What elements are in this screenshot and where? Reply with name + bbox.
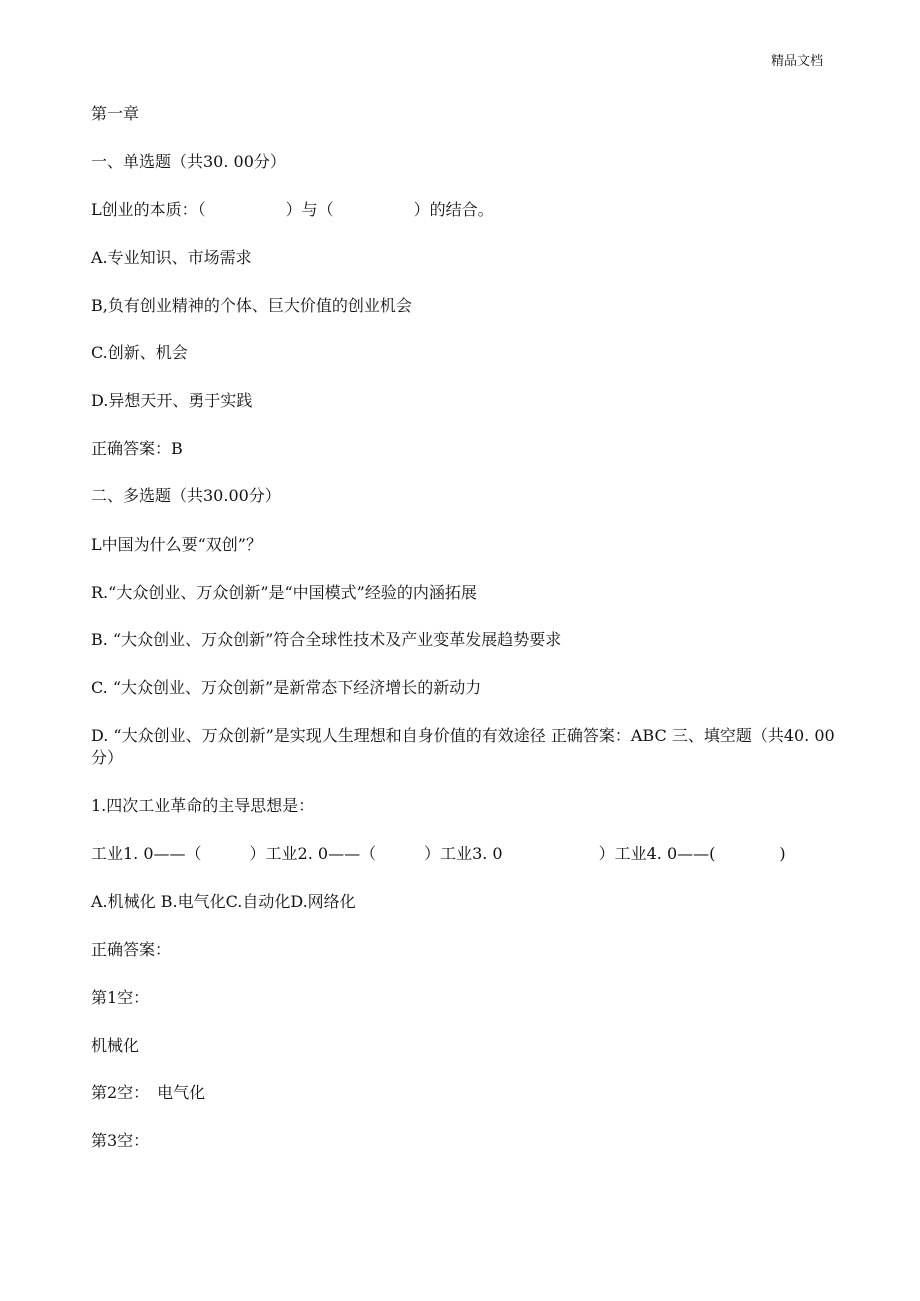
q2-option-a: R.“大众创业、万众创新”是“中国模式”经验的内涵拓展 <box>91 583 477 602</box>
q3-blank1-label: 第1空： <box>91 988 150 1007</box>
q2-stem: L中国为什么要“双创”？ <box>91 535 262 554</box>
section1-title: 一、单选题（共30. 00分） <box>91 152 286 171</box>
header-watermark: 精品文档 <box>770 54 823 69</box>
q3-blank3-label: 第3空： <box>91 1131 150 1150</box>
q2-option-c: C. “大众创业、万众创新”是新常态下经济增长的新动力 <box>91 678 482 697</box>
q2-option-d-and-section3: D. “大众创业、万众创新”是实现人生理想和自身价值的有效途径 正确答案：ABC 三、填空题（共40. 00分） <box>91 726 835 767</box>
section2-title: 二、多选题（共30.00分） <box>91 486 281 505</box>
q1-option-b: B,负有创业精神的个体、巨大价值的创业机会 <box>91 296 412 315</box>
q2-option-b: B. “大众创业、万众创新”符合全球性技术及产业变革发展趋势要求 <box>91 630 562 649</box>
q1-answer: 正确答案：B <box>91 439 183 458</box>
q3-answer-label: 正确答案： <box>91 940 172 959</box>
q3-blank1-value: 机械化 <box>91 1036 140 1055</box>
q3-blank2-line: 第2空： 电气化 <box>91 1083 206 1102</box>
chapter-title: 第一章 <box>91 104 140 123</box>
q1-stem: L创业的本质：（ ）与（ ）的结合。 <box>91 200 494 219</box>
q1-option-a: A.专业知识、市场需求 <box>91 248 252 267</box>
q3-options: A.机械化 B.电气化C.自动化D.网络化 <box>91 892 356 911</box>
q1-option-d: D.异想天开、勇于实践 <box>91 391 253 410</box>
q1-option-c: C.创新、机会 <box>91 343 188 362</box>
q3-stem: 1.四次工业革命的主导思想是： <box>91 796 315 815</box>
q3-blanks: 工业1. 0——（ ）工业2. 0——（ ）工业3. 0 ）工业4. 0——( ) <box>91 844 786 863</box>
